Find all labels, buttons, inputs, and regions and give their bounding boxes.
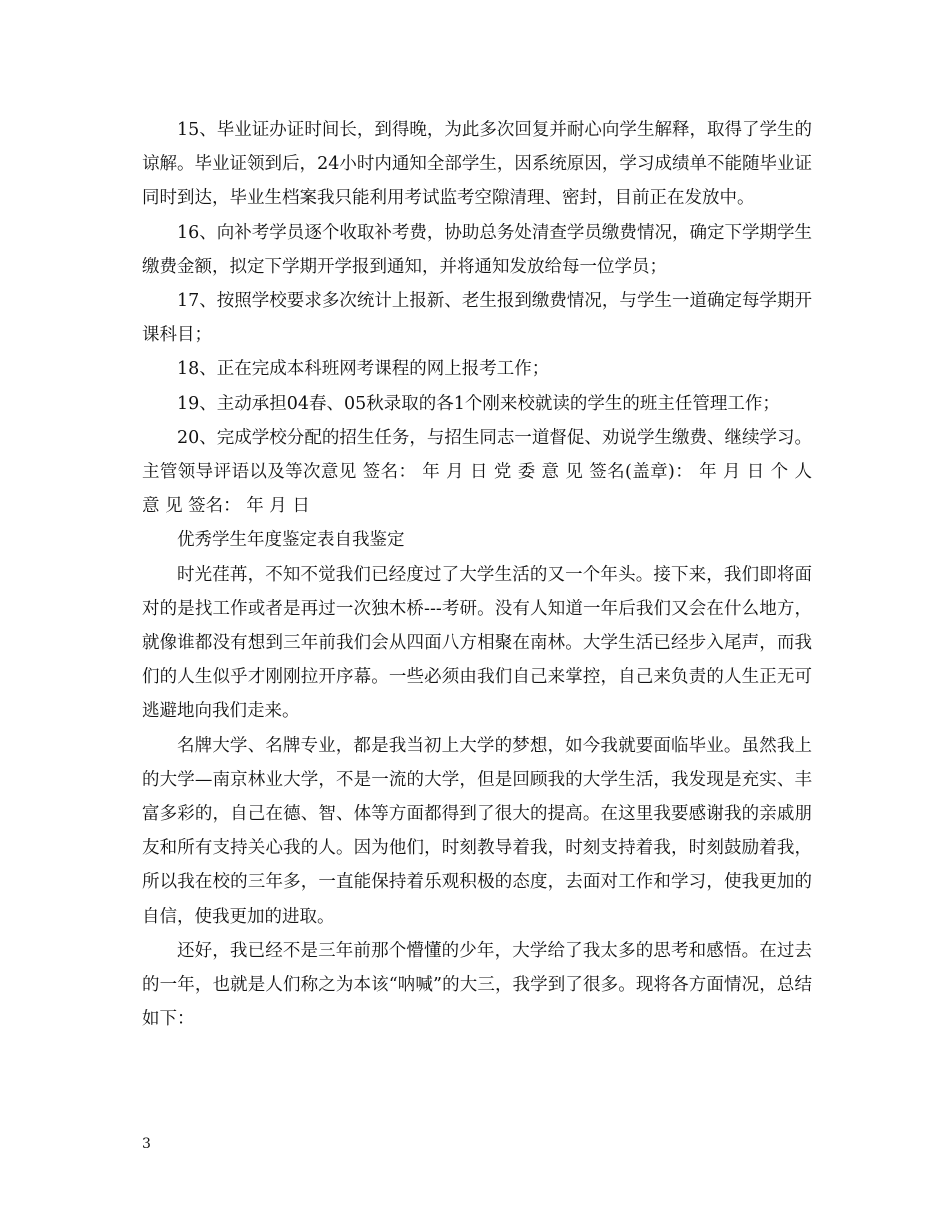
- page-number: 3: [142, 1136, 151, 1152]
- paragraph-20-recruitment-and-signatures: 20、完成学校分配的招生任务，与招生同志一道督促、劝说学生缴费、继续学习。 主管领导评语以及等次意见 签名： 年 月 日 党 委 意 见 签名(盖章)： 年 月 日 个 人 意 见 签名： 年 月 日: [142, 427, 812, 517]
- paragraph-summary-intro: 还好，我已经不是三年前那个懵懂的少年，大学给了我太多的思考和感悟。在过去的一年，也就是人们称之为本该“呐喊”的大三，我学到了很多。现将各方面情况，总结如下：: [142, 940, 812, 1030]
- section-heading: 优秀学生年度鉴定表自我鉴定: [177, 530, 405, 551]
- paragraph-university-reflection: 名牌大学、名牌专业，都是我当初上大学的梦想，如今我就要面临毕业。虽然我上的大学—南京林业大学，不是一流的大学，但是回顾我的大学生活，我发现是充实、丰富多彩的，自己在德、智、体等方面都得到了很大的提高。在这里我要感谢我的亲戚朋友和所有支持关心我的人。因为他们，时刻教导着我，时刻支持着我，时刻鼓励着我，所以我在校的三年多，一直能保持着乐观积极的态度，去面对工作和学习，使我更加的自信，使我更加的进取。: [142, 735, 812, 927]
- paragraph-self-assessment-intro: 时光荏苒，不知不觉我们已经度过了大学生活的又一个年头。接下来，我们即将面对的是找工作或者是再过一次独木桥---考研。没有人知道一年后我们又会在什么地方，就像谁都没有想到三年前我们会从四面八方相聚在南林。大学生活已经步入尾声，而我们的人生似乎才刚刚拉开序幕。一些必须由我们自己来掌控，自己来负责的人生正无可逃避地向我们走来。: [142, 564, 812, 722]
- paragraph-19-class-advisor: 19、主动承担04春、05秋录取的各1个刚来校就读的学生的班主任管理工作；: [177, 393, 780, 414]
- paragraph-16-makeup-exam-fees: 16、向补考学员逐个收取补考费，协助总务处清查学员缴费情况，确定下学期学生缴费金额，拟定下学期开学报到通知，并将通知发放给每一位学员；: [142, 222, 812, 277]
- document-body: [142, 113, 812, 1036]
- paragraph-15-graduation-certificate: 15、毕业证办证时间长，到得晚，为此多次回复并耐心向学生解释，取得了学生的谅解。毕业证领到后，24小时内通知全部学生，因系统原因，学习成绩单不能随毕业证同时到达，毕业生档案我只能利用考试监考空隙清理、密封，目前正在发放中。: [142, 120, 812, 209]
- paragraph-17-enrollment-statistics: 17、按照学校要求多次统计上报新、老生报到缴费情况，与学生一道确定每学期开课科目；: [142, 291, 812, 346]
- paragraph-18-online-exam-registration: 18、正在完成本科班网考课程的网上报考工作；: [177, 359, 550, 380]
